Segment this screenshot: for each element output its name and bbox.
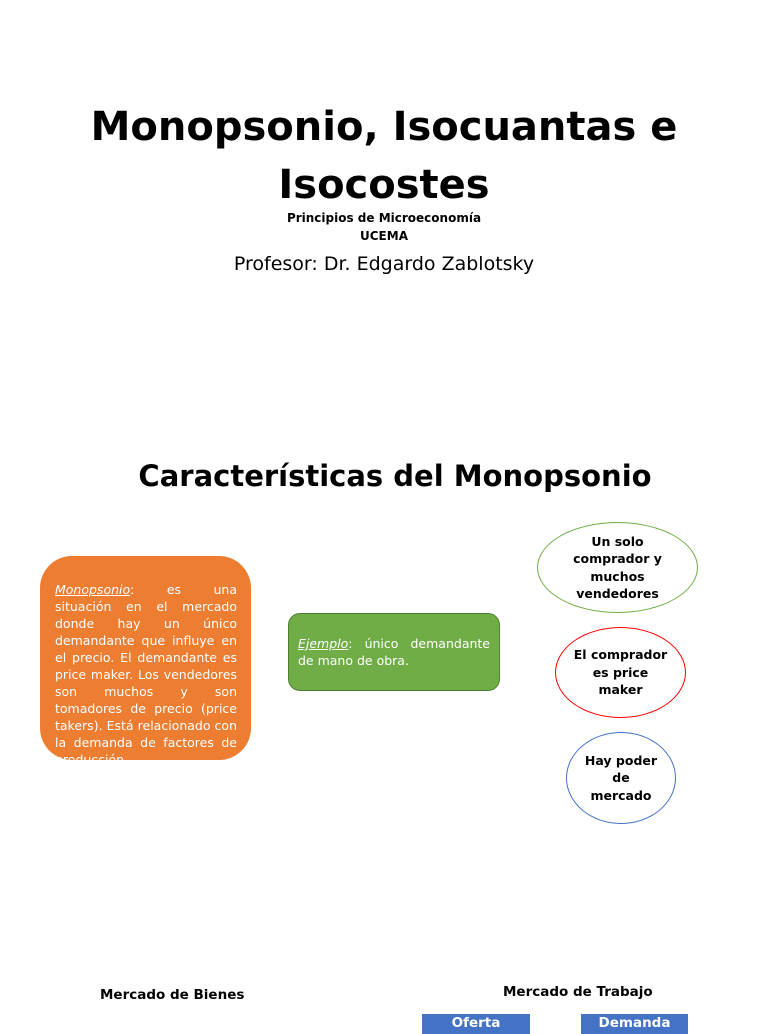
professor-name: Profesor: Dr. Edgardo Zablotsky	[233, 253, 535, 275]
market-power-oval	[566, 732, 676, 824]
price-maker-line-1: El comprador	[573, 647, 668, 663]
market-power-line-2: de	[612, 770, 630, 786]
market-power-line-1: Hay poder	[584, 752, 658, 768]
definition-text: : es una situación en el mercado donde hay un único demandante que influye en el precio. El demandante es price maker. Los vendedores son muchos y son tomadores de precio (price takers). Está relacionado con la demanda de factores de producción.	[55, 582, 237, 767]
price-maker-text	[574, 646, 667, 699]
demand-tab: Demanda	[581, 1014, 688, 1034]
goods-market-label: Mercado de Bienes	[100, 987, 245, 1003]
definition-term: Monopsonio	[55, 582, 131, 597]
section-heading: Características del Monopsonio	[138, 459, 652, 493]
title-line-1: Monopsonio, Isocuantas e	[90, 104, 678, 150]
course-name: Principios de Microeconomía	[286, 211, 482, 225]
single-buyer-oval	[537, 522, 698, 613]
market-power-line-3: mercado	[590, 787, 652, 803]
supply-tab: Oferta	[422, 1014, 530, 1034]
title-line-2: Isocostes	[278, 162, 490, 208]
price-maker-line-2: es price	[592, 664, 649, 680]
slide-title	[40, 98, 728, 214]
labor-market-label: Mercado de Trabajo	[503, 984, 653, 1000]
single-buyer-text: Un solo comprador y muchos vendedores	[573, 533, 662, 601]
definition-box	[40, 556, 251, 767]
example-term: Ejemplo	[298, 636, 349, 651]
university-name: UCEMA	[360, 229, 408, 243]
price-maker-oval	[555, 627, 686, 718]
market-power-text	[585, 752, 657, 805]
price-maker-line-3: maker	[598, 682, 643, 698]
example-box	[288, 613, 500, 691]
example-text: : único demandante de mano de obra.	[298, 636, 490, 668]
